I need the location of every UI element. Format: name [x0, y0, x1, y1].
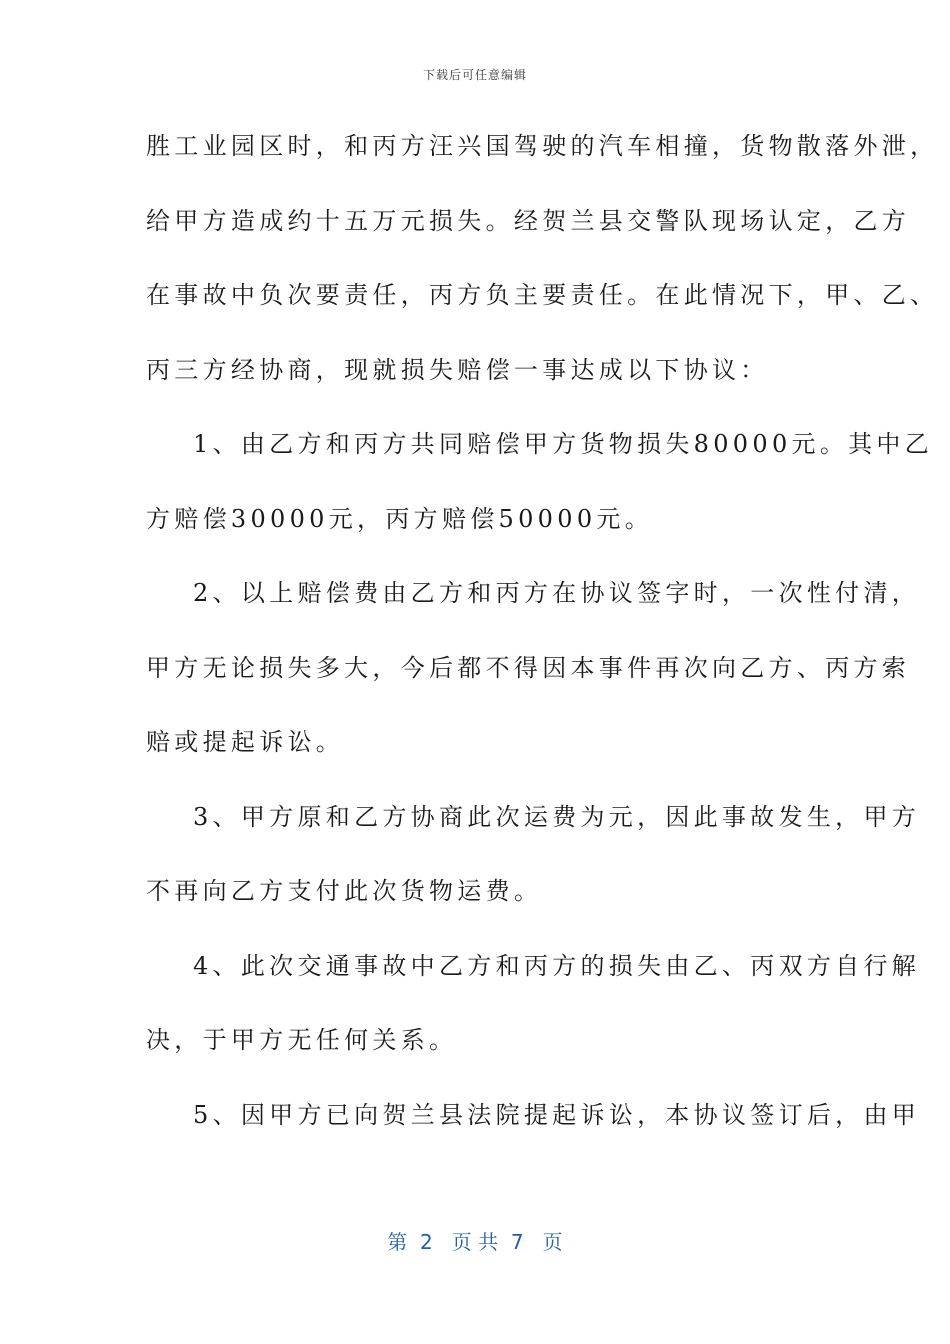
clause-5-line: 5、因甲方已向贺兰县法院提起诉讼，本协议签订后，由甲 [193, 1100, 921, 1129]
header-note: 下载后可任意编辑 [422, 68, 527, 82]
clause-4-line: 4、此次交通事故中乙方和丙方的损失由乙、丙双方自行解 [193, 951, 921, 980]
clause-1-line: 方赔偿30000元，丙方赔偿50000元。 [146, 504, 653, 533]
body-line: 胜工业园区时，和丙方汪兴国驾驶的汽车相撞，货物散落外泄， [146, 132, 939, 160]
page-number: 第 2 页 共 7 页 [387, 1230, 563, 1254]
clause-2-line: 2、以上赔偿费由乙方和丙方在协议签字时，一次性付清， [193, 579, 921, 607]
clause-2-line: 赔或提起诉讼。 [146, 728, 345, 756]
body-line: 在事故中负次要责任，丙方负主要责任。在此情况下，甲、乙、 [146, 281, 939, 309]
clause-4-line: 决，于甲方无任何关系。 [146, 1026, 458, 1054]
body-line: 丙三方经协商，现就损失赔偿一事达成以下协议： [146, 355, 769, 384]
clause-1-line: 1、由乙方和丙方共同赔偿甲方货物损失80000元。其中乙 [193, 430, 934, 458]
clause-2-line: 甲方无论损失多大，今后都不得因本事件再次向乙方、丙方索 [146, 653, 911, 682]
body-line: 给甲方造成约十五万元损失。经贺兰县交警队现场认定，乙方 [146, 206, 911, 235]
document-body [146, 126, 939, 1169]
clause-3-line: 3、甲方原和乙方协商此次运费为元，因此事故发生，甲方 [193, 802, 921, 831]
clause-3-line: 不再向乙方支付此次货物运费。 [146, 877, 543, 905]
